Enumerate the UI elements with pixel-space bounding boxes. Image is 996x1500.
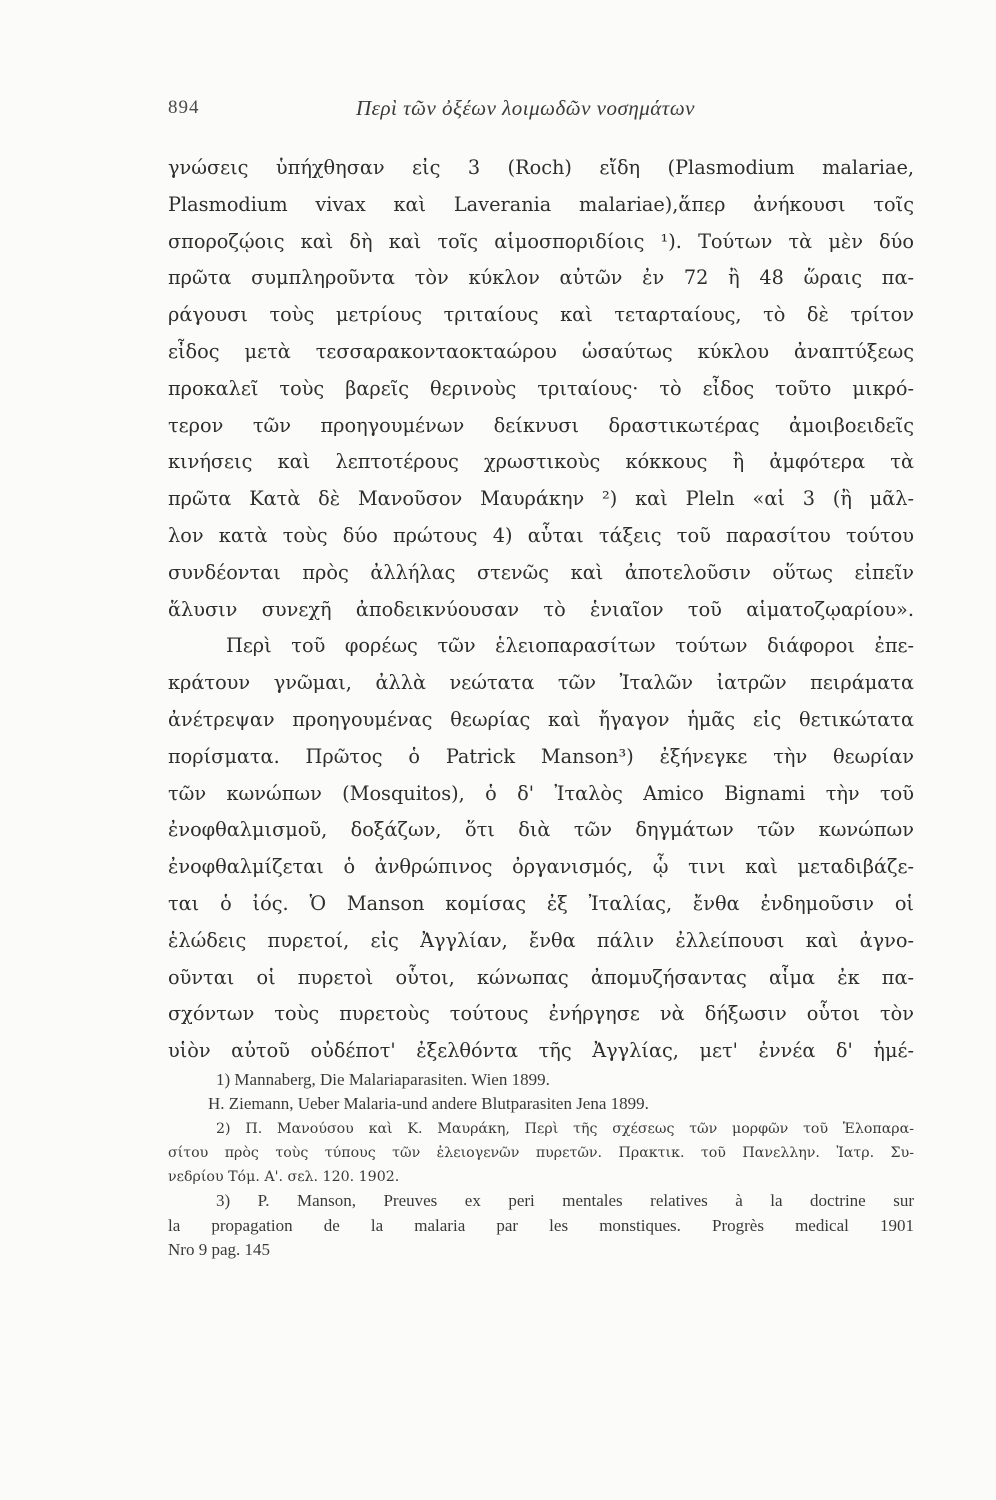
body-line: ράγουσι τοὺς μετρίους τριταίους καὶ τεταρταίους, τὸ δὲ τρίτον	[168, 303, 914, 327]
footnote-2-line: 2) Π. Μανούσου καὶ Κ. Μαυράκη, Περὶ τῆς σχέσεως τῶν μορφῶν τοῦ Ἑλοπαρα-	[216, 1120, 914, 1137]
body-line: ἐνοφθαλμίζεται ὁ ἀνθρώπινος ὀργανισμός, ᾧ τινι καὶ μεταδιβάζε-	[168, 855, 914, 879]
body-line: λον κατὰ τοὺς δύο πρώτους 4) αὗται τάξεις τοῦ παρασίτου τούτου	[168, 523, 914, 547]
footnote-2-line: σίτου πρὸς τοὺς τύπους τῶν ἑλειογενῶν πυρετῶν. Πρακτικ. τοῦ Πανελλην. Ἰατρ. Συ-	[168, 1144, 914, 1161]
footnote-1-line: 1) Mannaberg, Die Malariaparasiten. Wien 1899.	[216, 1070, 550, 1089]
body-line: πορίσματα. Πρῶτος ὁ Patrick Manson³) ἐξήνεγκε τὴν θεωρίαν	[168, 744, 914, 768]
body-line: υἱὸν αὐτοῦ οὐδέποτ' ἐξελθόντα τῆς Ἀγγλίας, μετ' ἐννέα δ' ἡμέ-	[168, 1039, 914, 1063]
body-line: οῦνται οἱ πυρετοὶ οὗτοι, κώνωπας ἀπομυζήσαντας αἷμα ἐκ πα-	[168, 965, 914, 989]
body-line: σχόντων τοὺς πυρετοὺς τούτους ἐνήργησε νὰ δήξωσιν οὗτοι τὸν	[168, 1002, 914, 1026]
body-line: συνδέονται πρὸς ἀλλήλας στενῶς καὶ ἀποτελοῦσιν οὕτως εἰπεῖν	[168, 560, 914, 584]
body-line-paragraph-start: Περὶ τοῦ φορέως τῶν ἑλειοπαρασίτων τούτων διάφοροι ἐπε-	[226, 634, 914, 658]
footnote-2-line: νεδρίου Τόμ. Α'. σελ. 120. 1902.	[168, 1169, 400, 1186]
running-head: Περὶ τῶν ὀξέων λοιμωδῶν νοσημάτων	[356, 96, 695, 120]
footnote-1-line: H. Ziemann, Ueber Malaria-und andere Blutparasiten Jena 1899.	[208, 1094, 649, 1114]
footnote-3-line: Nro 9 pag. 145	[168, 1240, 270, 1260]
body-line: ἀνέτρεψαν προηγουμένας θεωρίας καὶ ἤγαγον ἡμᾶς εἰς θετικώτατα	[168, 707, 914, 731]
body-line: ἑλώδεις πυρετοί, εἰς Ἀγγλίαν, ἔνθα πάλιν ἐλλείπουσι καὶ ἀγνο-	[168, 928, 914, 952]
body-line: σποροζῴοις καὶ δὴ καὶ τοῖς αἱμοσποριδίοις ¹). Τούτων τὰ μὲν δύο	[168, 229, 914, 253]
page-number: 894	[168, 97, 200, 118]
body-line: κινήσεις καὶ λεπτοτέρους χρωστικοὺς κόκκους ἢ ἀμφότερα τὰ	[168, 450, 914, 474]
footnotes	[168, 1068, 914, 1262]
footnote-3-line: la propagation de la malaria par les monstiques. Progrès medical 1901	[168, 1215, 914, 1235]
body-line: τῶν κωνώπων (Mosquitos), ὁ δ' Ἰταλὸς Amico Bignami τὴν τοῦ	[168, 781, 914, 805]
body-line: ἅλυσιν συνεχῆ ἀποδεικνύουσαν τὸ ἑνιαῖον τοῦ αἱματοζῳαρίου».	[168, 597, 914, 621]
body-line: γνώσεις ὑπήχθησαν εἰς 3 (Roch) εἴδη (Plasmodium malariae,	[168, 156, 914, 179]
body-line: προκαλεῖ τοὺς βαρεῖς θερινοὺς τριταίους· τὸ εἶδος τοῦτο μικρό-	[168, 376, 914, 400]
body-text	[168, 150, 914, 1070]
body-line: τερον τῶν προηγουμένων δείκνυσι δραστικωτέρας ἀμοιβοειδεῖς	[168, 413, 914, 437]
body-line: ται ὁ ἰός. Ὁ Manson κομίσας ἐξ Ἰταλίας, ἔνθα ἐνδημοῦσιν οἱ	[168, 891, 914, 915]
body-line: πρῶτα Κατὰ δὲ Μανοῦσον Μαυράκην ²) καὶ Pleln «αἱ 3 (ἢ μᾶλ-	[168, 487, 914, 511]
body-line: Plasmodium vivax καὶ Laverania malariae),ἅπερ ἀνήκουσι τοῖς	[168, 192, 914, 216]
footnote-3-line: 3) P. Manson, Preuves ex peri mentales relatives à la doctrine sur	[216, 1191, 914, 1211]
body-line: εἶδος μετὰ τεσσαρακονταοκταώρου ὡσαύτως κύκλου ἀναπτύξεως	[168, 339, 914, 363]
body-line: κράτουν γνῶμαι, ἀλλὰ νεώτατα τῶν Ἰταλῶν ἰατρῶν πειράματα	[168, 671, 914, 695]
body-line: πρῶτα συμπληροῦντα τὸν κύκλον αὐτῶν ἐν 72 ἢ 48 ὥραις πα-	[168, 266, 914, 290]
body-line: ἐνοφθαλμισμοῦ, δοξάζων, ὅτι διὰ τῶν δηγμάτων τῶν κωνώπων	[168, 818, 914, 842]
